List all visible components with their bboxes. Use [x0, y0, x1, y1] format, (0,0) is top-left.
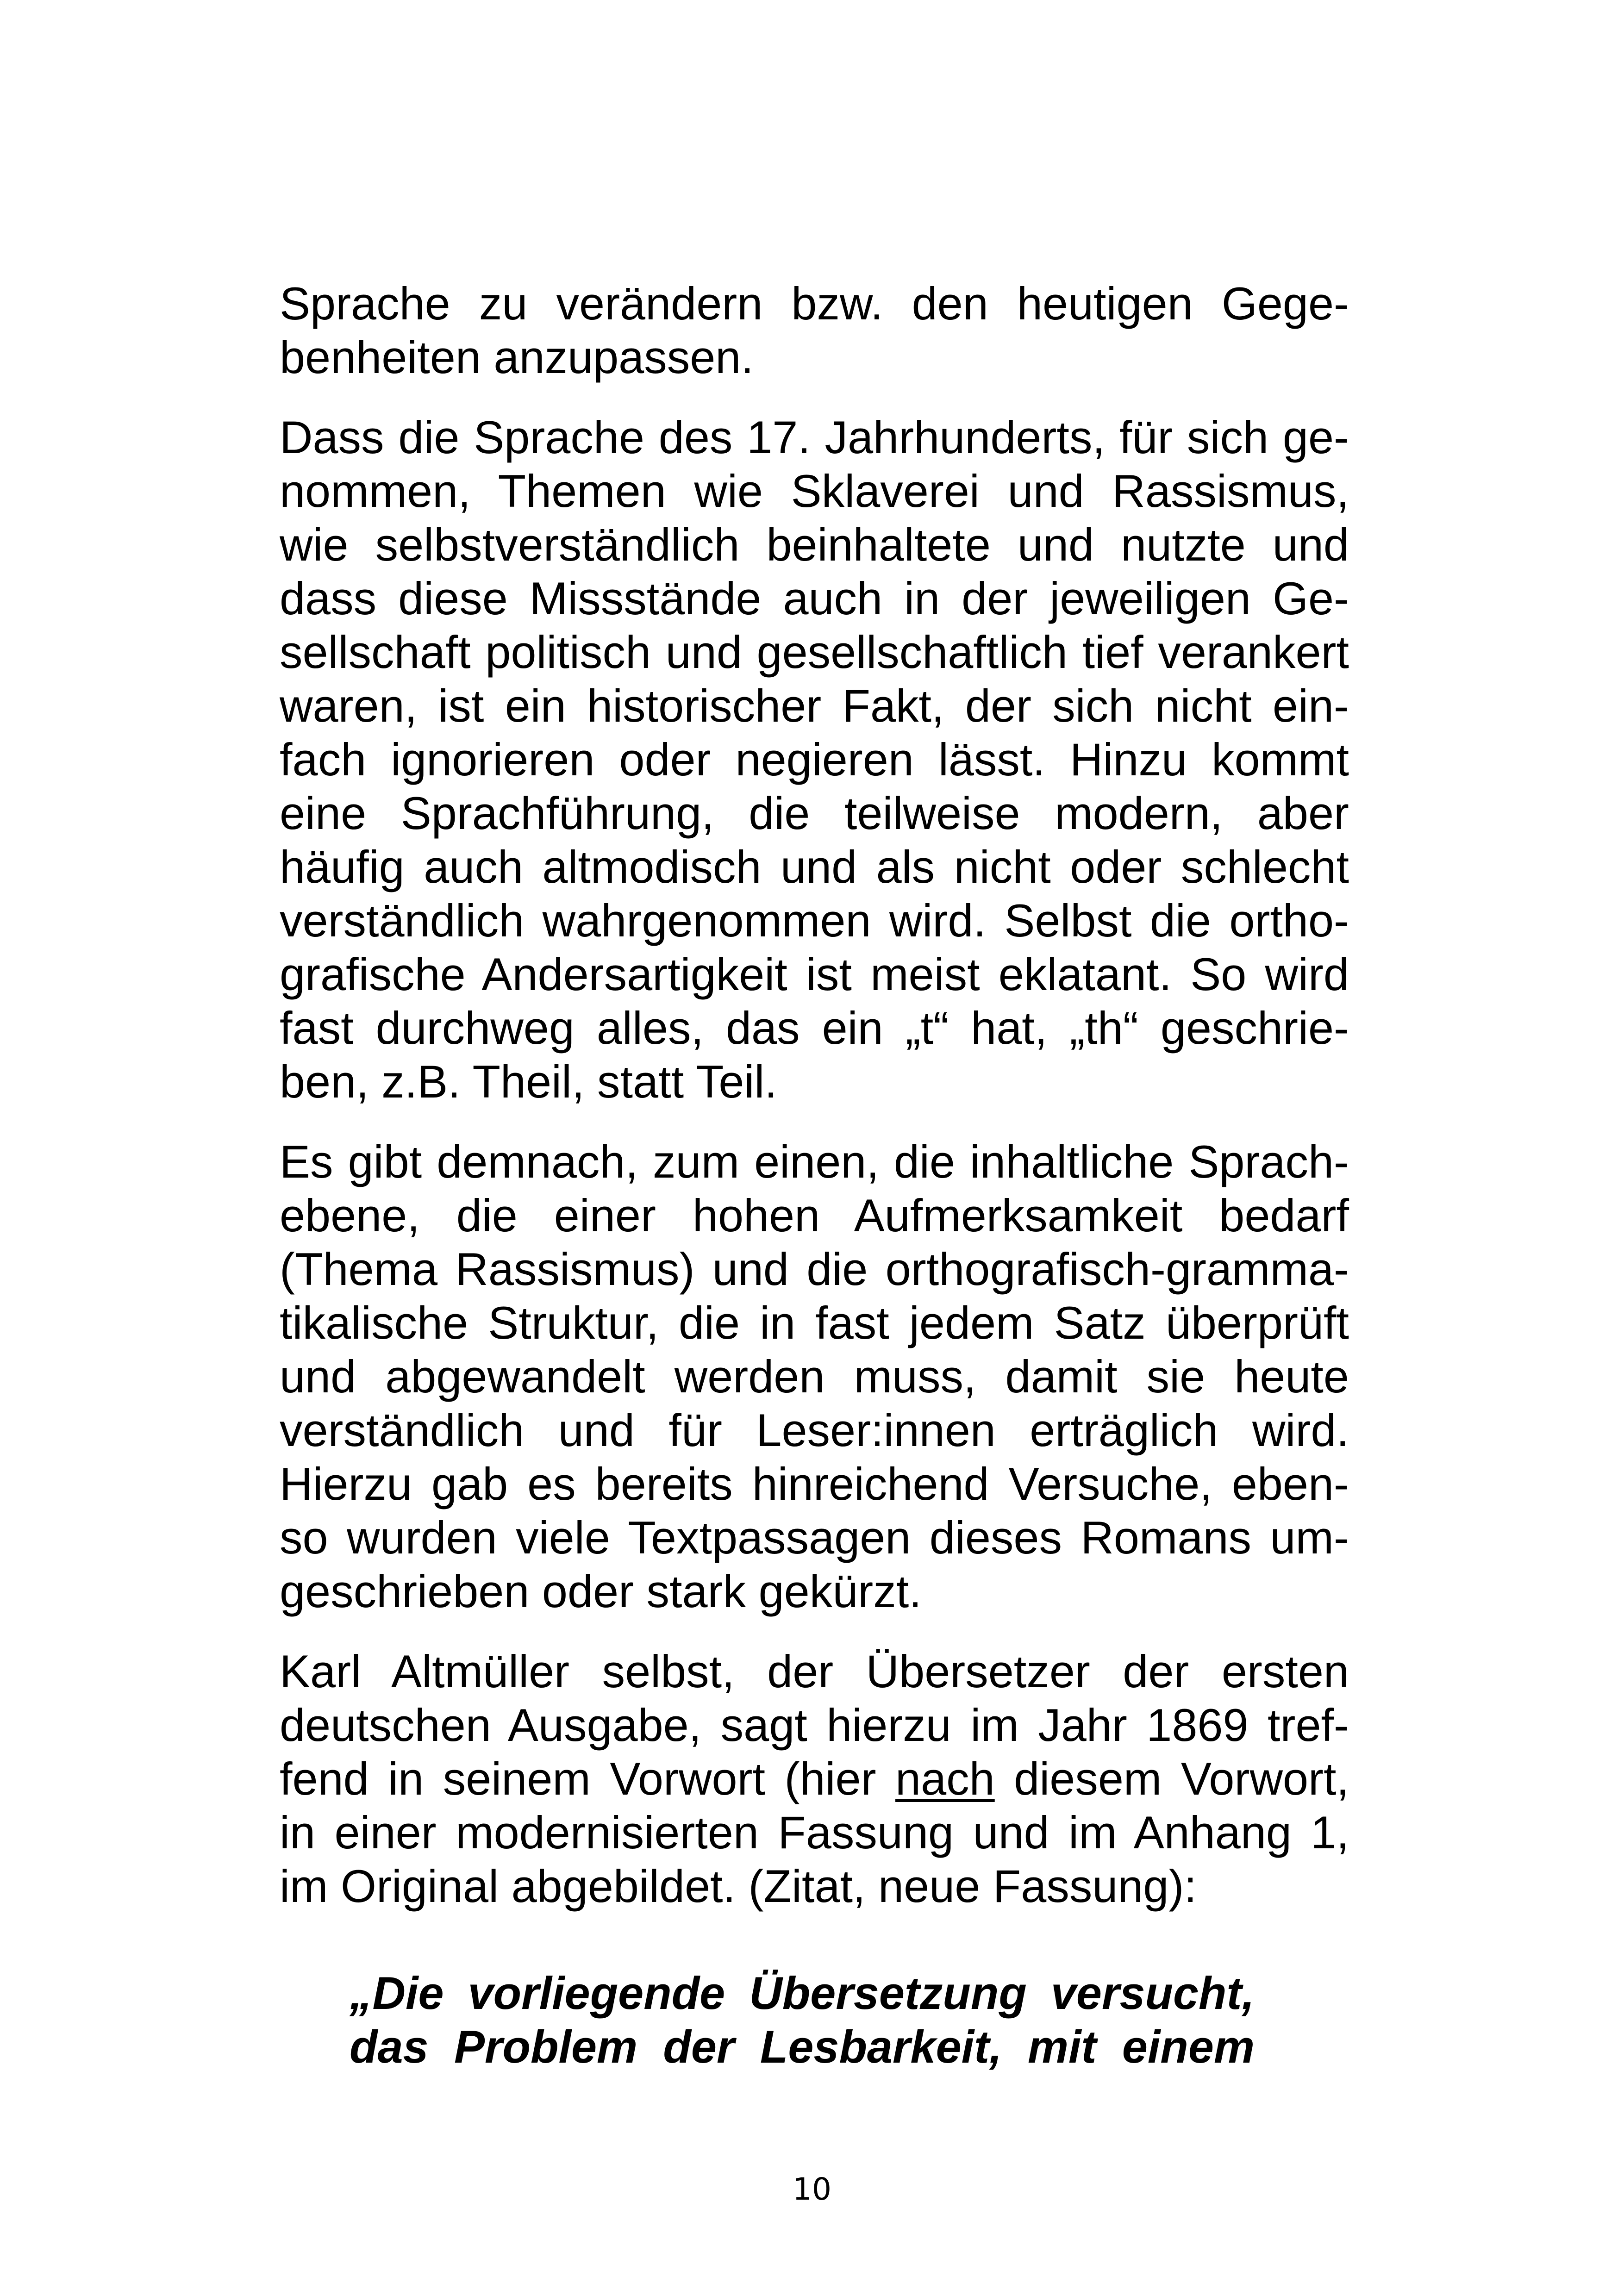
text-line: Karl Altmüller selbst, der Übersetzer der ersten [280, 1646, 1349, 1697]
underlined-word: nach [895, 1753, 995, 1804]
text-line: (Thema Rassismus) und die orthografisch-gramma- [280, 1243, 1349, 1295]
text-line: ben, z.B. Theil, statt Teil. [280, 1056, 777, 1107]
text-line: tikalische Struktur, die in fast jedem Satz überprüft [280, 1297, 1349, 1348]
text-line: deutschen Ausgabe, sagt hierzu im Jahr 1869 tref- [280, 1699, 1349, 1751]
text-line: in einer modernisierten Fassung und im Anhang 1, [280, 1807, 1349, 1858]
text-line: eine Sprachführung, die teilweise modern, aber [280, 787, 1349, 839]
text-line-with-underline [280, 1752, 1349, 1806]
text-line: und abgewandelt werden muss, damit sie heute [280, 1351, 1349, 1402]
quote-line: das Problem der Lesbarkeit, mit einem [350, 2021, 1255, 2072]
text-line: waren, ist ein historischer Fakt, der sich nicht ein- [280, 680, 1349, 731]
text-line: Dass die Sprache des 17. Jahrhunderts, für sich ge- [280, 412, 1349, 463]
text-line: wie selbstverständlich beinhaltete und nutzte und [280, 519, 1349, 570]
text-line: Sprache zu verändern bzw. den heutigen Gege- [280, 278, 1349, 329]
paragraph-1 [280, 277, 1349, 384]
text-line: sellschaft politisch und gesellschaftlich tief verankert [280, 626, 1349, 678]
quote-block [350, 1966, 1255, 2074]
text-line: ebene, die einer hohen Aufmerksamkeit bedarf [280, 1190, 1349, 1241]
text-line: im Original abgebildet. (Zitat, neue Fassung): [280, 1860, 1197, 1912]
text-line: benheiten anzupassen. [280, 331, 754, 383]
paragraph-4 [280, 1645, 1349, 1913]
text-line: häufig auch altmodisch und als nicht oder schlecht [280, 841, 1349, 892]
quote-line: „Die vorliegende Übersetzung versucht, [350, 1967, 1255, 2019]
text-line: dass diese Missstände auch in der jeweiligen Ge- [280, 573, 1349, 624]
text-fragment: diesem Vorwort, [994, 1753, 1349, 1804]
text-line: Hierzu gab es bereits hinreichend Versuche, eben- [280, 1458, 1349, 1509]
text-line: fast durchweg alles, das ein „t“ hat, „th“ geschrie- [280, 1002, 1349, 1054]
paragraph-3 [280, 1135, 1349, 1618]
text-line: Es gibt demnach, zum einen, die inhaltliche Sprach- [280, 1136, 1349, 1187]
text-line: fach ignorieren oder negieren lässt. Hinzu kommt [280, 734, 1349, 785]
text-line: geschrieben oder stark gekürzt. [280, 1565, 922, 1617]
body-text [280, 277, 1349, 1940]
text-fragment: fend in seinem Vorwort (hier [280, 1753, 896, 1804]
text-line: grafische Andersartigkeit ist meist eklatant. So wird [280, 948, 1349, 1000]
text-line: verständlich wahrgenommen wird. Selbst die ortho- [280, 895, 1349, 946]
text-line: nommen, Themen wie Sklaverei und Rassismus, [280, 465, 1349, 517]
paragraph-2 [280, 411, 1349, 1109]
text-line: verständlich und für Leser:innen erträglich wird. [280, 1404, 1349, 1456]
text-line: so wurden viele Textpassagen dieses Romans um- [280, 1512, 1349, 1563]
page-number: 10 [793, 2171, 831, 2207]
